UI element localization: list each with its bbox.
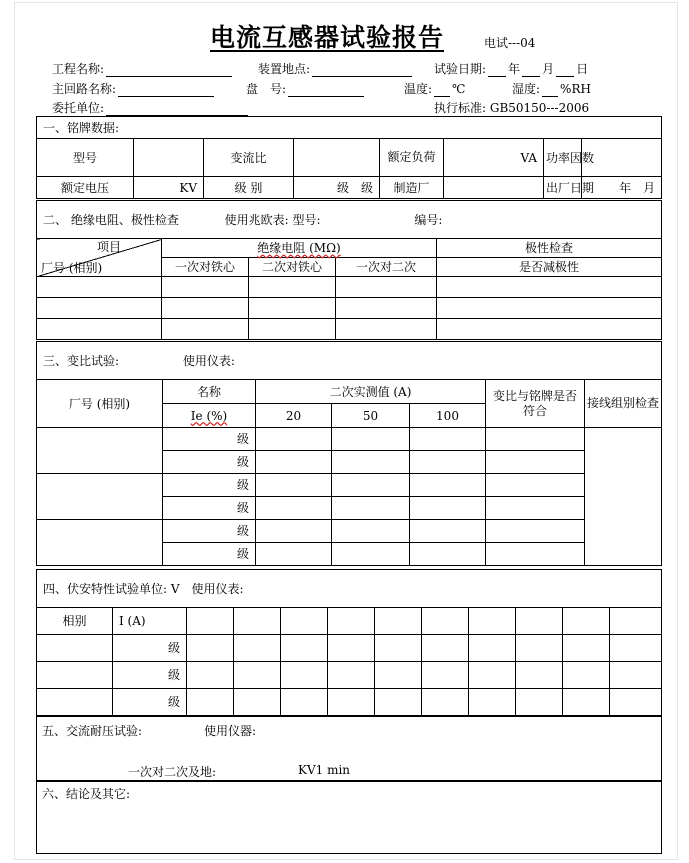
- temperature-line: [404, 80, 465, 97]
- phase-header: 相别: [37, 608, 113, 635]
- table-cell[interactable]: [162, 277, 249, 298]
- grade-cell: 级: [163, 497, 256, 520]
- table-cell[interactable]: [516, 635, 563, 662]
- standard-line: 执行标准: GB50150---2006: [434, 101, 590, 115]
- install-location-blank[interactable]: [312, 64, 412, 77]
- table-cell[interactable]: [187, 689, 234, 716]
- month-blank[interactable]: [522, 64, 540, 77]
- polarity-header: 极性检查: [437, 239, 662, 258]
- table-cell[interactable]: [37, 428, 163, 474]
- table-cell[interactable]: [336, 277, 437, 298]
- mfg-date-value: 年 月: [582, 177, 662, 199]
- name-header: 名称: [163, 380, 256, 404]
- ratio-label: 变流比: [204, 139, 294, 177]
- table-cell[interactable]: [469, 662, 516, 689]
- table-cell[interactable]: [281, 635, 328, 662]
- table-cell[interactable]: [469, 689, 516, 716]
- table-cell[interactable]: [410, 451, 486, 474]
- table-cell[interactable]: [410, 543, 486, 566]
- table-cell[interactable]: [37, 277, 162, 298]
- table-cell[interactable]: [234, 662, 281, 689]
- insulation-label: 绝缘电阻 (MΩ): [257, 241, 341, 255]
- table-cell[interactable]: [256, 474, 332, 497]
- table-cell[interactable]: [486, 428, 585, 451]
- table-cell[interactable]: [332, 428, 410, 451]
- project-name-line: [52, 60, 234, 77]
- ratio-title-row: [37, 342, 662, 380]
- year-blank[interactable]: [488, 64, 506, 77]
- test-date-line: [434, 60, 588, 77]
- humidity-line: [512, 80, 591, 97]
- table-cell[interactable]: [422, 635, 469, 662]
- table-cell[interactable]: [234, 635, 281, 662]
- withstand-value-unit: KV1 min: [298, 763, 351, 777]
- circuit-name-line: [52, 80, 216, 97]
- manufacturer-label: 制造厂: [380, 177, 444, 199]
- item-label: 项目: [96, 240, 121, 254]
- table-cell[interactable]: [437, 277, 662, 298]
- grade-cell: 级: [163, 428, 256, 451]
- model-label: 型号: [37, 139, 134, 177]
- table-cell[interactable]: [234, 689, 281, 716]
- table-cell[interactable]: [610, 689, 662, 716]
- table-cell[interactable]: [332, 497, 410, 520]
- table-cell[interactable]: [375, 662, 422, 689]
- table-cell[interactable]: [610, 662, 662, 689]
- day-blank[interactable]: [556, 64, 574, 77]
- humidity-unit: %RH: [560, 82, 591, 96]
- rated-load-label: 额定负荷: [380, 139, 444, 177]
- table-cell[interactable]: [516, 608, 563, 635]
- table-cell[interactable]: [256, 428, 332, 451]
- table-cell[interactable]: [328, 608, 375, 635]
- month-label: 月: [542, 62, 555, 76]
- grade-cell: 级: [113, 689, 187, 716]
- table-cell[interactable]: [37, 520, 163, 566]
- table-cell[interactable]: [187, 662, 234, 689]
- table-cell[interactable]: [516, 689, 563, 716]
- table-cell[interactable]: [486, 520, 585, 543]
- insulation-header: [162, 239, 437, 258]
- megger-label: 使用兆欧表: 型号:: [224, 212, 321, 227]
- table-cell[interactable]: [563, 608, 610, 635]
- table-cell[interactable]: [563, 635, 610, 662]
- serial-label: 编号:: [414, 212, 443, 227]
- panel-no-line: [246, 80, 366, 97]
- table-cell[interactable]: [37, 689, 113, 716]
- col-50-header: 50: [332, 404, 410, 428]
- test-date-label: 试验日期:: [434, 62, 487, 76]
- table-cell[interactable]: [437, 319, 662, 340]
- table-cell[interactable]: [336, 298, 437, 319]
- insulation-title: 二、 绝缘电阻、极性检查: [43, 212, 179, 227]
- year-label: 年: [508, 62, 521, 76]
- grade-cell: 级: [163, 543, 256, 566]
- table-cell[interactable]: [375, 635, 422, 662]
- table-cell[interactable]: [328, 689, 375, 716]
- col-100-header: 100: [410, 404, 486, 428]
- table-cell[interactable]: [328, 662, 375, 689]
- table-cell[interactable]: [486, 497, 585, 520]
- client-label: 委托单位:: [52, 101, 105, 115]
- temperature-blank[interactable]: [434, 84, 450, 97]
- grade-cell: 级: [113, 662, 187, 689]
- ratio-table: [36, 341, 662, 566]
- table-cell[interactable]: [37, 474, 163, 520]
- table-cell[interactable]: [37, 319, 162, 340]
- table-cell[interactable]: [249, 319, 336, 340]
- insulation-table: [36, 200, 662, 340]
- primary-to-secondary-label: 一次对二次及地:: [128, 765, 217, 779]
- withstand-title: 五、交流耐压试验:: [42, 724, 143, 738]
- table-cell[interactable]: [336, 319, 437, 340]
- table-cell[interactable]: [256, 543, 332, 566]
- va-unit: VA: [444, 139, 544, 177]
- item-phase-header: [37, 239, 162, 277]
- day-label: 日: [576, 62, 589, 76]
- table-cell[interactable]: [256, 451, 332, 474]
- table-cell[interactable]: [281, 608, 328, 635]
- grade-cell: 级: [113, 635, 187, 662]
- table-cell[interactable]: [256, 497, 332, 520]
- table-cell[interactable]: [375, 689, 422, 716]
- volt-ampere-title: 四、伏安特性试验单位: V 使用仪表:: [37, 570, 662, 608]
- table-cell[interactable]: [610, 635, 662, 662]
- table-cell[interactable]: [234, 608, 281, 635]
- grade-label: 级 别: [204, 177, 294, 199]
- table-cell[interactable]: [249, 277, 336, 298]
- table-cell[interactable]: [437, 298, 662, 319]
- table-cell[interactable]: [328, 635, 375, 662]
- install-location-label: 装置地点:: [258, 62, 311, 76]
- insulation-title-row: [37, 201, 662, 239]
- temperature-label: 温度:: [404, 82, 433, 96]
- mfg-date-label: 出厂日期: [544, 177, 582, 199]
- table-cell[interactable]: [249, 298, 336, 319]
- table-cell[interactable]: [332, 543, 410, 566]
- report-title: 电流互感器试验报告: [210, 23, 445, 52]
- table-cell[interactable]: [281, 662, 328, 689]
- col-20-header: 20: [256, 404, 332, 428]
- ratio-value[interactable]: [294, 139, 380, 177]
- table-cell[interactable]: [281, 689, 328, 716]
- table-cell[interactable]: [469, 635, 516, 662]
- table-cell[interactable]: [410, 520, 486, 543]
- volt-ampere-table: [36, 569, 662, 716]
- table-cell[interactable]: [410, 428, 486, 451]
- humidity-blank[interactable]: [542, 84, 558, 97]
- panel-no-label: 盘 号:: [246, 82, 287, 96]
- kv-unit: KV: [134, 177, 204, 199]
- table-cell[interactable]: [332, 520, 410, 543]
- table-cell[interactable]: [187, 608, 234, 635]
- table-cell[interactable]: [422, 689, 469, 716]
- table-cell[interactable]: [422, 662, 469, 689]
- subtractive-polarity-header: 是否减极性: [437, 258, 662, 277]
- circuit-name-label: 主回路名称:: [52, 82, 117, 96]
- table-cell[interactable]: [162, 319, 249, 340]
- table-cell[interactable]: [332, 474, 410, 497]
- primary-secondary-header: 一次对二次: [336, 258, 437, 277]
- table-cell[interactable]: [375, 608, 422, 635]
- ratio-meter-label: 使用仪表:: [182, 353, 235, 368]
- table-cell[interactable]: [37, 298, 162, 319]
- table-cell[interactable]: [162, 298, 249, 319]
- table-cell[interactable]: [332, 451, 410, 474]
- client-line: [52, 99, 250, 116]
- project-name-blank[interactable]: [106, 64, 232, 77]
- model-value[interactable]: [134, 139, 204, 177]
- nameplate-title: 一、铭牌数据:: [37, 117, 662, 139]
- withstand-meter-label: 使用仪器:: [204, 724, 257, 738]
- table-cell[interactable]: [486, 543, 585, 566]
- report-code: 电试---04: [484, 36, 536, 50]
- ie-label: Ie (%): [190, 408, 228, 423]
- conclusion-title: 六、结论及其它:: [42, 787, 131, 801]
- table-cell[interactable]: [37, 635, 113, 662]
- grade-cell: 级: [163, 474, 256, 497]
- factory-phase-label: 厂号 (相别): [41, 261, 103, 275]
- table-cell[interactable]: [486, 474, 585, 497]
- temperature-unit: ℃: [452, 82, 466, 96]
- project-name-label: 工程名称:: [52, 62, 105, 76]
- ratio-factory-phase-header: 厂号 (相别): [37, 380, 163, 428]
- table-cell[interactable]: [469, 608, 516, 635]
- table-cell[interactable]: [563, 689, 610, 716]
- manufacturer-value[interactable]: [444, 177, 544, 199]
- current-header: I (A): [113, 608, 187, 635]
- table-cell[interactable]: [410, 474, 486, 497]
- match-header: 变比与铭牌是否符合: [486, 380, 585, 428]
- grade-cell: 级: [163, 520, 256, 543]
- table-cell[interactable]: [585, 428, 662, 566]
- panel-no-blank[interactable]: [288, 84, 364, 97]
- table-cell[interactable]: [37, 662, 113, 689]
- table-cell[interactable]: [610, 608, 662, 635]
- client-blank[interactable]: [106, 103, 248, 116]
- table-cell[interactable]: [187, 635, 234, 662]
- primary-core-header: 一次对铁心: [162, 258, 249, 277]
- table-cell[interactable]: [422, 608, 469, 635]
- nameplate-table: [36, 116, 662, 199]
- table-cell[interactable]: [563, 662, 610, 689]
- ratio-title: 三、变比试验:: [43, 353, 120, 368]
- power-factor-label: 功率因数: [544, 139, 582, 177]
- table-cell[interactable]: [410, 497, 486, 520]
- grade-value: 级 级: [294, 177, 380, 199]
- rated-voltage-label: 额定电压: [37, 177, 134, 199]
- humidity-label: 湿度:: [512, 82, 541, 96]
- circuit-name-blank[interactable]: [118, 84, 214, 97]
- wiring-header: 接线组别检查: [585, 380, 662, 428]
- ie-header: [163, 404, 256, 428]
- secondary-core-header: 二次对铁心: [249, 258, 336, 277]
- table-cell[interactable]: [516, 662, 563, 689]
- table-cell[interactable]: [486, 451, 585, 474]
- install-location-line: [258, 60, 414, 77]
- measured-header: 二次实测值 (A): [256, 380, 486, 404]
- grade-cell: 级: [163, 451, 256, 474]
- table-cell[interactable]: [256, 520, 332, 543]
